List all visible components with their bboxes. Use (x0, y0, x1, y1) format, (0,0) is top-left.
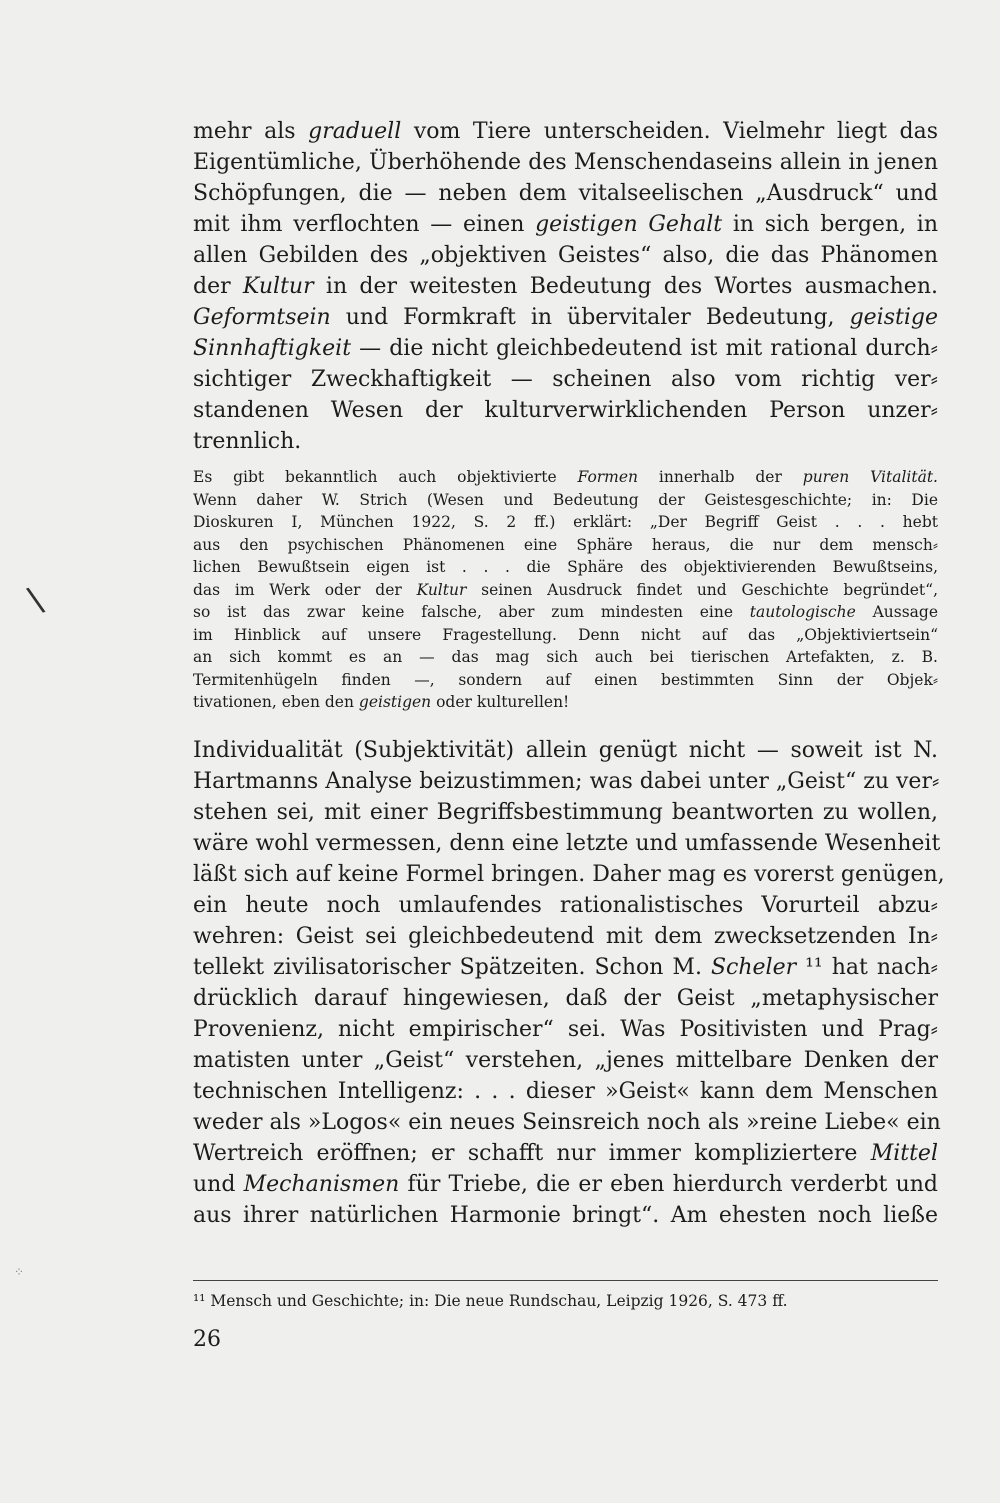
note-line: aus den psychischen Phänomenen eine Sphäre heraus, die nur dem mensch⸗ (193, 535, 938, 554)
page-number: 26 (193, 1327, 221, 1352)
text-line: läßt sich auf keine Formel bringen. Daher mag es vorerst genügen, (193, 862, 945, 887)
note-line: so ist das zwar keine falsche, aber zum mindesten eine tautologische Aussage (193, 603, 938, 621)
footnote (193, 1289, 938, 1313)
text-line: trennlich. (193, 429, 302, 454)
text-line: Eigentümliche, Überhöhende des Menschendaseins allein in jenen (193, 150, 938, 175)
note-line: an sich kommt es an — das mag sich auch bei tierischen Artefakten, z. B. (193, 648, 938, 666)
footnote-rule (193, 1280, 938, 1281)
paragraph-2 (193, 735, 945, 1231)
text-line: Schöpfungen, die — neben dem vitalseelischen „Ausdruck“ und (193, 181, 938, 206)
text-line: wäre wohl vermessen, denn eine letzte und umfassende Wesenheit (193, 831, 941, 856)
text-line: Hartmanns Analyse beizustimmen; was dabei unter „Geist“ zu ver⸗ (193, 769, 940, 794)
text-line: und Mechanismen für Triebe, die er eben hierdurch verderbt und (193, 1172, 938, 1197)
note-line: Es gibt bekanntlich auch objektivierte Formen innerhalb der puren Vitalität. (193, 468, 938, 486)
margin-smudge: ⁘ (14, 1265, 25, 1279)
text-line: der Kultur in der weitesten Bedeutung des Wortes ausmachen. (193, 274, 938, 299)
paragraph-1 (193, 116, 938, 457)
text-line: allen Gebilden des „objektiven Geistes“ also, die das Phänomen (193, 243, 938, 268)
note-line: Wenn daher W. Strich (Wesen und Bedeutung der Geistesgeschichte; in: Die (193, 490, 938, 509)
text-line: Sinnhaftigkeit — die nicht gleichbedeutend ist mit rational durch⸗ (193, 336, 938, 361)
note-line: im Hinblick auf unsere Fragestellung. Denn nicht auf das „Objektiviertsein“ (193, 625, 938, 644)
text-line: weder als »Logos« ein neues Seinsreich noch als »reine Liebe« ein (193, 1110, 941, 1135)
text-line: stehen sei, mit einer Begriffsbestimmung beantworten zu wollen, (193, 800, 938, 825)
text-line: sichtiger Zweckhaftigkeit — scheinen also vom richtig ver⸗ (193, 367, 938, 392)
text-line: Provenienz, nicht empirischer“ sei. Was Positivisten und Prag⸗ (193, 1017, 938, 1042)
footnote-text: ¹¹ Mensch und Geschichte; in: Die neue Rundschau, Leipzig 1926, S. 473 ff. (193, 1292, 788, 1310)
text-line: mit ihm verflochten — einen geistigen Gehalt in sich bergen, in (193, 212, 939, 237)
note-line: Termitenhügeln finden —, sondern auf einen bestimmten Sinn der Objek⸗ (193, 670, 938, 689)
text-line: drücklich darauf hingewiesen, daß der Geist „metaphysischer (193, 986, 938, 1011)
note-line: tivationen, eben den geistigen oder kulturellen! (193, 693, 570, 711)
text-line: wehren: Geist sei gleichbedeutend mit dem zwecksetzenden In⸗ (193, 924, 938, 949)
text-line: tellekt zivilisatorischer Spätzeiten. Schon M. Scheler ¹¹ hat nach⸗ (193, 955, 938, 980)
text-line: Geformtsein und Formkraft in übervitaler Bedeutung, geistige (193, 305, 938, 330)
note-line: das im Werk oder der Kultur seinen Ausdruck findet und Geschichte begründet“, (193, 580, 938, 599)
text-line: technischen Intelligenz: . . . dieser »Geist« kann dem Menschen (193, 1079, 938, 1104)
text-line: Individualität (Subjektivität) allein genügt nicht — soweit ist N. (193, 738, 938, 763)
note-line: Dioskuren I, München 1922, S. 2 ff.) erklärt: „Der Begriff Geist . . . hebt (193, 513, 938, 531)
text-line: matisten unter „Geist“ verstehen, „jenes mittelbare Denken der (193, 1048, 938, 1073)
margin-pencil-mark: \ (24, 579, 48, 621)
text-line: aus ihrer natürlichen Harmonie bringt“. Am ehesten noch ließe (193, 1203, 938, 1228)
inline-note (193, 466, 938, 714)
text-line: standenen Wesen der kulturverwirklichenden Person unzer⸗ (193, 398, 938, 423)
text-line: mehr als graduell vom Tiere unterscheiden. Vielmehr liegt das (193, 119, 938, 144)
note-line: lichen Bewußtsein eigen ist . . . die Sphäre des objektivierenden Bewußtseins, (193, 558, 938, 576)
text-line: ein heute noch umlaufendes rationalistisches Vorurteil abzu⸗ (193, 893, 938, 918)
text-line: Wertreich eröffnen; er schafft nur immer kompliziertere Mittel (193, 1141, 938, 1166)
